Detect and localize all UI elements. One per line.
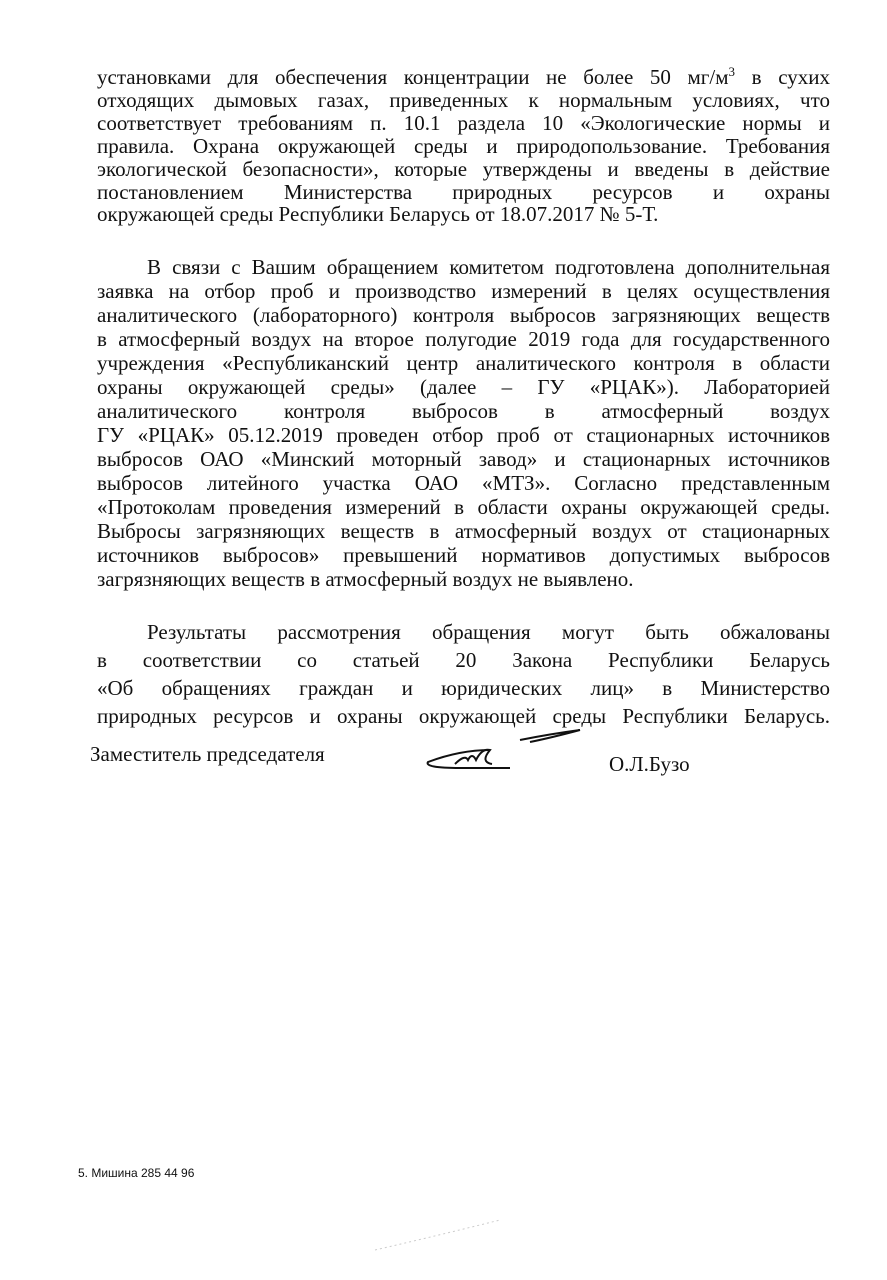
paragraph-appeal: [97, 618, 830, 730]
signer-title: Заместитель председателя: [90, 742, 325, 766]
text-line: «Об обращениях граждан и юридических лиц» в Министерство: [97, 676, 830, 700]
text-line: экологической безопасности», которые утверждены и введены в действие: [97, 156, 830, 181]
text-line: природных ресурсов и охраны окружающей среды Республики Беларусь.: [97, 704, 830, 728]
text-line: окружающей среды Республики Беларусь от 18.07.2017 № 5-Т.: [97, 202, 659, 227]
text-line: аналитического (лабораторного) контроля выбросов загрязняющих веществ: [97, 303, 830, 327]
text-line: соответствует требованиям п. 10.1 раздела 10 «Экологические нормы и: [97, 110, 830, 135]
text-line: Результаты рассмотрения обращения могут быть обжалованы: [147, 620, 830, 644]
text-line: «Протоколам проведения измерений в области охраны окружающей среды.: [97, 495, 830, 519]
text-line: отходящих дымовых газах, приведенных к нормальным условиях, что: [97, 87, 830, 112]
handwritten-signature-icon: [420, 728, 590, 778]
text-line: в соответствии со статьей 20 Закона Республики Беларусь: [97, 648, 830, 672]
text-line: ГУ «РЦАК» 05.12.2019 проведен отбор проб от стационарных источников: [97, 423, 830, 447]
text-line: В связи с Вашим обращением комитетом подготовлена дополнительная: [147, 255, 830, 279]
paragraph-emission-norms: [97, 66, 830, 226]
text-line: выбросов литейного участка ОАО «МТЗ». Согласно представленным: [97, 471, 830, 495]
scan-artifact-icon: [370, 1215, 510, 1255]
text-line: выбросов ОАО «Минский моторный завод» и стационарных источников: [97, 447, 830, 471]
executor-info: 5. Мишина 285 44 96: [78, 1166, 195, 1180]
signer-name: О.Л.Бузо: [609, 752, 690, 776]
text-line: постановлением Министерства природных ресурсов и охраны: [97, 179, 830, 204]
text-line: Выбросы загрязняющих веществ в атмосферный воздух от стационарных: [97, 519, 830, 543]
text-line: учреждения «Республиканский центр аналитического контроля в области: [97, 351, 830, 375]
text-line: правила. Охрана окружающей среды и природопользование. Требования: [97, 133, 830, 158]
paragraph-sampling: [97, 255, 830, 591]
text-line: установками для обеспечения концентрации не более 50 $мг/м^3$ в сухих: [97, 64, 830, 89]
text-line: в атмосферный воздух на второе полугодие 2019 года для государственного: [97, 327, 830, 351]
text-line: заявка на отбор проб и производство измерений в целях осуществления: [97, 279, 830, 303]
text-line: охраны окружающей среды» (далее – ГУ «РЦАК»). Лабораторией: [97, 375, 830, 399]
signature-block: [90, 742, 810, 792]
text-line: загрязняющих веществ в атмосферный воздух не выявлено.: [97, 567, 634, 591]
text-line: аналитического контроля выбросов в атмосферный воздух: [97, 399, 830, 423]
text-line: источников выбросов» превышений нормативов допустимых выбросов: [97, 543, 830, 567]
